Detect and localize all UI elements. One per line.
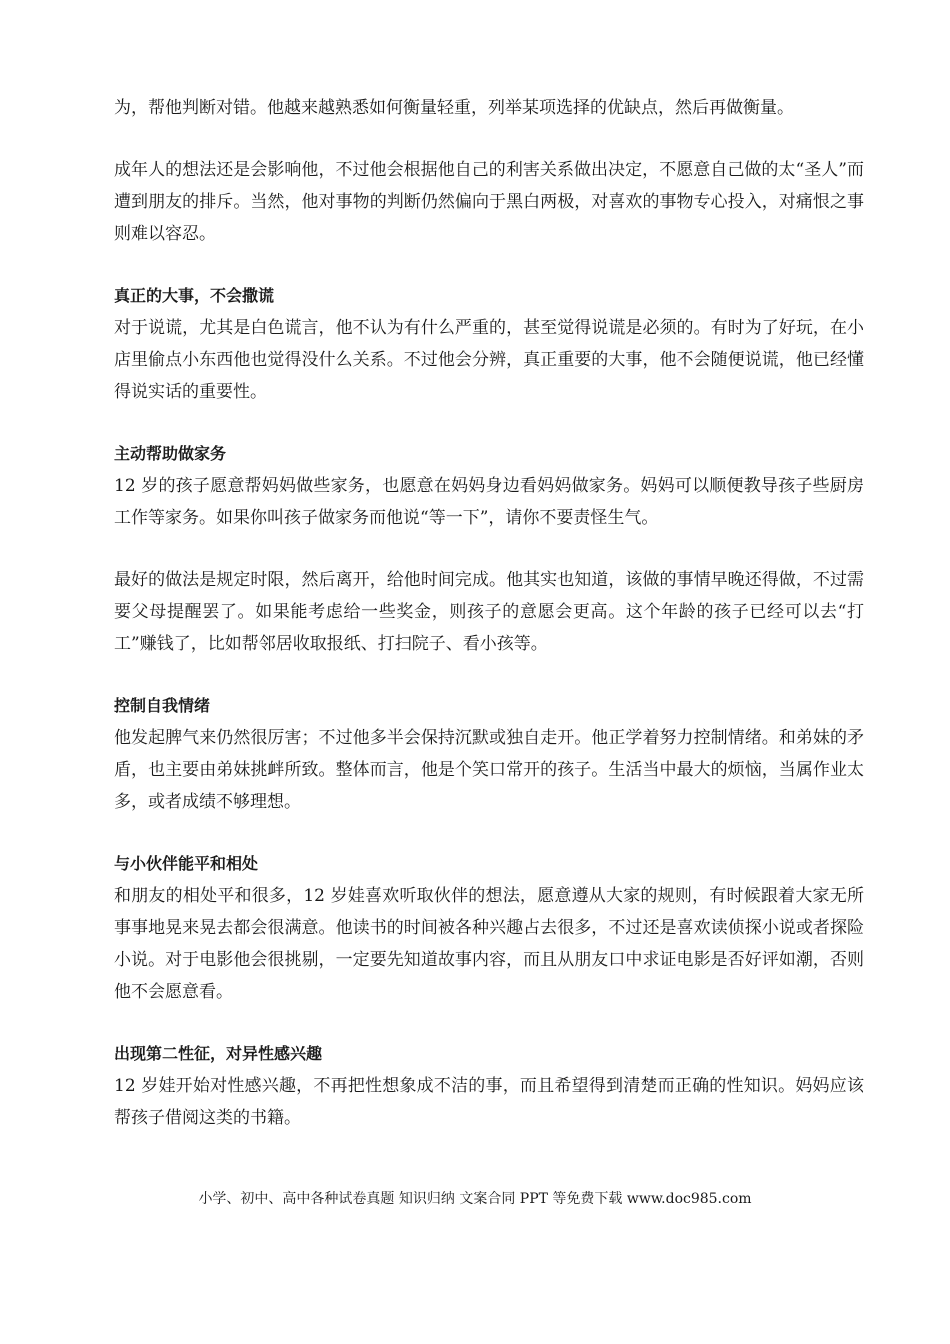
paragraph-housework-2: 最好的做法是规定时限，然后离开，给他时间完成。他其实也知道，该做的事情早晚还得做，不过需要父母提醒罢了。如果能考虑给一些奖金，则孩子的意愿会更高。这个年龄的孩子已经可以去“打工”赚钱了，比如帮邻居收取报纸、打扫院子、看小孩等。 — [114, 570, 864, 654]
paragraph-intro: 为，帮他判断对错。他越来越熟悉如何衡量轻重，列举某项选择的优缺点，然后再做衡量。 — [114, 98, 794, 118]
heading-emotion: 控制自我情绪 — [114, 696, 211, 715]
paragraph-lying: 对于说谎，尤其是白色谎言，他不认为有什么严重的，甚至觉得说谎是必须的。有时为了好玩，在小店里偷点小东西他也觉得没什么关系。不过他会分辨，真正重要的大事，他不会随便说谎，他已经懂得说实话的重要性。 — [114, 318, 864, 402]
heading-friends: 与小伙伴能平和相处 — [114, 854, 259, 873]
heading-housework: 主动帮助做家务 — [114, 444, 227, 463]
page-footer: 小学、初中、高中各种试卷真题 知识归纳 文案合同 PPT 等免费下载 www.doc985.com — [198, 1191, 752, 1207]
paragraph-emotion: 他发起脾气来仍然很厉害；不过他多半会保持沉默或独自走开。他正学着努力控制情绪。和弟妹的矛盾，也主要由弟妹挑衅所致。整体而言，他是个笑口常开的孩子。生活当中最大的烦恼，当属作业太多，或者成绩不够理想。 — [114, 728, 864, 812]
heading-puberty: 出现第二性征，对异性感兴趣 — [114, 1044, 323, 1063]
document-body — [114, 92, 864, 1156]
paragraph-puberty: 12 岁娃开始对性感兴趣，不再把性想象成不洁的事，而且希望得到清楚而正确的性知识。妈妈应该帮孩子借阅这类的书籍。 — [114, 1076, 864, 1128]
paragraph-adult-influence: 成年人的想法还是会影响他，不过他会根据他自己的利害关系做出决定，不愿意自己做的太“圣人”而遭到朋友的排斥。当然，他对事物的判断仍然偏向于黑白两极，对喜欢的事物专心投入，对痛恨之事则难以容忍。 — [114, 160, 864, 244]
paragraph-housework-1: 12 岁的孩子愿意帮妈妈做些家务，也愿意在妈妈身边看妈妈做家务。妈妈可以顺便教导孩子些厨房工作等家务。如果你叫孩子做家务而他说“等一下”，请你不要责怪生气。 — [114, 476, 864, 528]
paragraph-friends: 和朋友的相处平和很多，12 岁娃喜欢听取伙伴的想法，愿意遵从大家的规则，有时候跟着大家无所事事地晃来晃去都会很满意。他读书的时间被各种兴趣占去很多，不过还是喜欢读侦探小说或者探险小说。对于电影他会很挑剔，一定要先知道故事内容，而且从朋友口中求证电影是否好评如潮，否则他不会愿意看。 — [114, 886, 864, 1002]
heading-no-lying: 真正的大事，不会撒谎 — [114, 286, 275, 305]
